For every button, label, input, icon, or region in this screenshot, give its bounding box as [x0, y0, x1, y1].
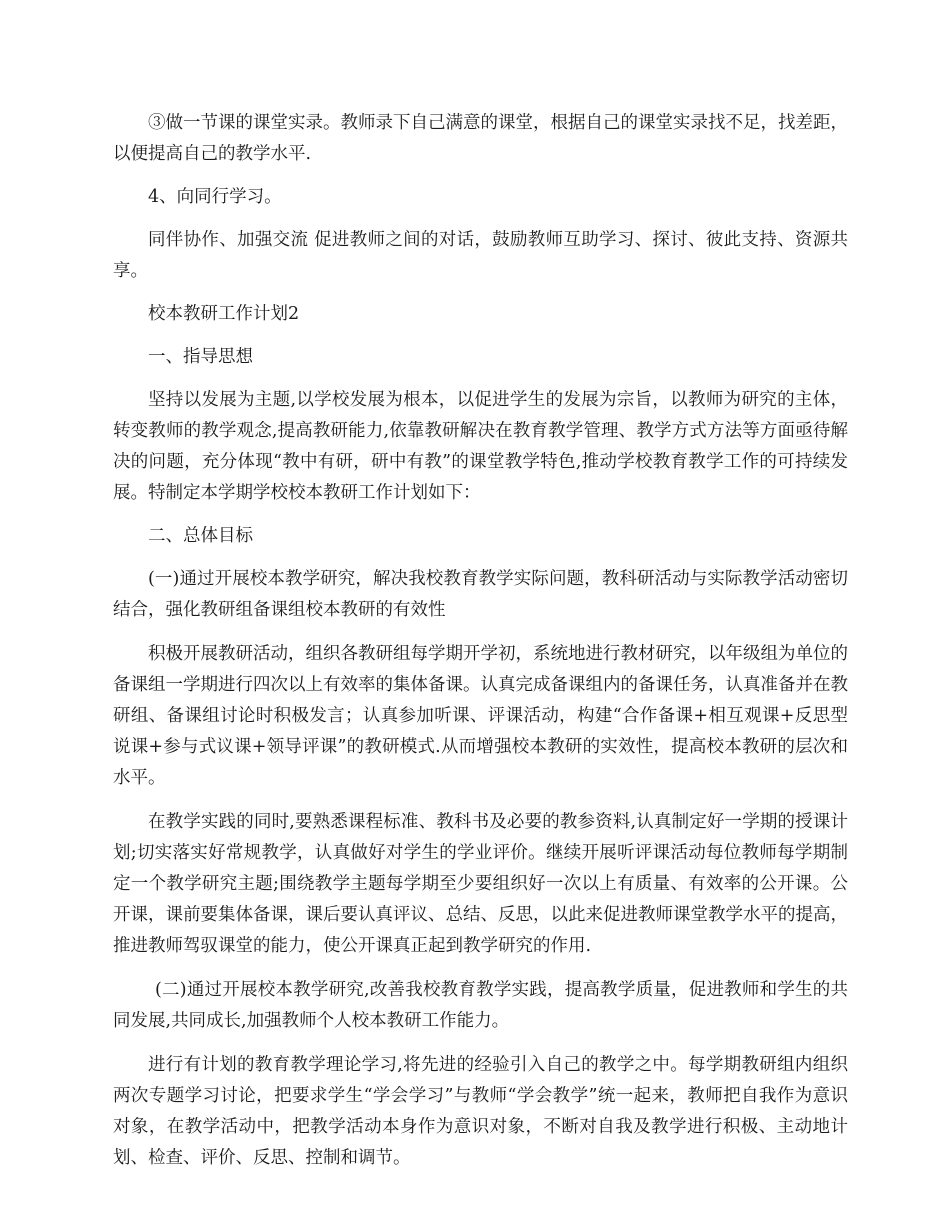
- paragraph-goal-two: (二)通过开展校本教学研究,改善我校教育教学实践，提高教学质量，促进教师和学生的共同发展,共同成长,加强教师个人校本教研工作能力。: [113, 980, 848, 1031]
- document-page: [113, 108, 848, 1174]
- paragraph-peer-collaboration: 同伴协作、加强交流 促进教师之间的对话，鼓励教师互助学习、探讨、彼此支持、资源共享。: [113, 230, 848, 281]
- paragraph-classroom-record: ③做一节课的课堂实录。教师录下自己满意的课堂，根据自己的课堂实录找不足，找差距，以便提高自己的教学水平.: [113, 113, 848, 164]
- heading-overall-goals: 二、总体目标: [148, 526, 253, 546]
- paragraph-teaching-practice: 在教学实践的同时,要熟悉课程标准、教科书及必要的教参资料,认真制定好一学期的授课计划;切实落实好常规教学，认真做好对学生的学业评价。继续开展听评课活动每位教师每学期制定一个教学研究主题;围绕教学主题每学期至少要组织好一次以上有质量、有效率的公开课。公开课，课前要集体备课，课后要认真评议、总结、反思，以此来促进教师课堂教学水平的提高，推进教师驾驭课堂的能力，使公开课真正起到教学研究的作用.: [113, 812, 848, 956]
- section-title-plan-2: 校本教研工作计划2: [148, 304, 300, 324]
- paragraph-theory-study: 进行有计划的教育教学理论学习,将先进的经验引入自己的教学之中。每学期教研组内组织两次专题学习讨论，把要求学生“学会学习”与教师“学会教学”统一起来，教师把自我作为意识对象，在教学活动中，把教学活动本身作为意识对象，不断对自我及教学进行积极、主动地计划、检查、评价、反思、控制和调节。: [113, 1055, 848, 1168]
- paragraph-research-activities: 积极开展教研活动，组织各教研组每学期开学初，系统地进行教材研究，以年级组为单位的备课组一学期进行四次以上有效率的集体备课。认真完成备课组内的备课任务，认真准备并在教研组、备课组讨论时积极发言；认真参加听课、评课活动，构建“合作备课+相互观课+反思型说课+参与式议课+领导评课”的教研模式.从而增强校本教研的实效性，提高校本教研的层次和水平。: [113, 644, 848, 788]
- heading-learn-from-peers: 4、向同行学习。: [148, 187, 282, 207]
- paragraph-guiding-ideology: 坚持以发展为主题,以学校发展为根本，以促进学生的发展为宗旨，以教师为研究的主体，转变教师的教学观念,提高教研能力,依靠教研解决在教育教学管理、教学方式方法等方面亟待解决的问题，充分体现“教中有研，研中有教”的课堂教学特色,推动学校教育教学工作的可持续发展。特制定本学期学校校本教研工作计划如下：: [113, 390, 848, 503]
- heading-guiding-ideology: 一、指导思想: [148, 347, 253, 367]
- paragraph-goal-one: (一)通过开展校本教学研究，解决我校教育教学实际问题，教科研活动与实际教学活动密切结合，强化教研组备课组校本教研的有效性: [113, 569, 848, 620]
